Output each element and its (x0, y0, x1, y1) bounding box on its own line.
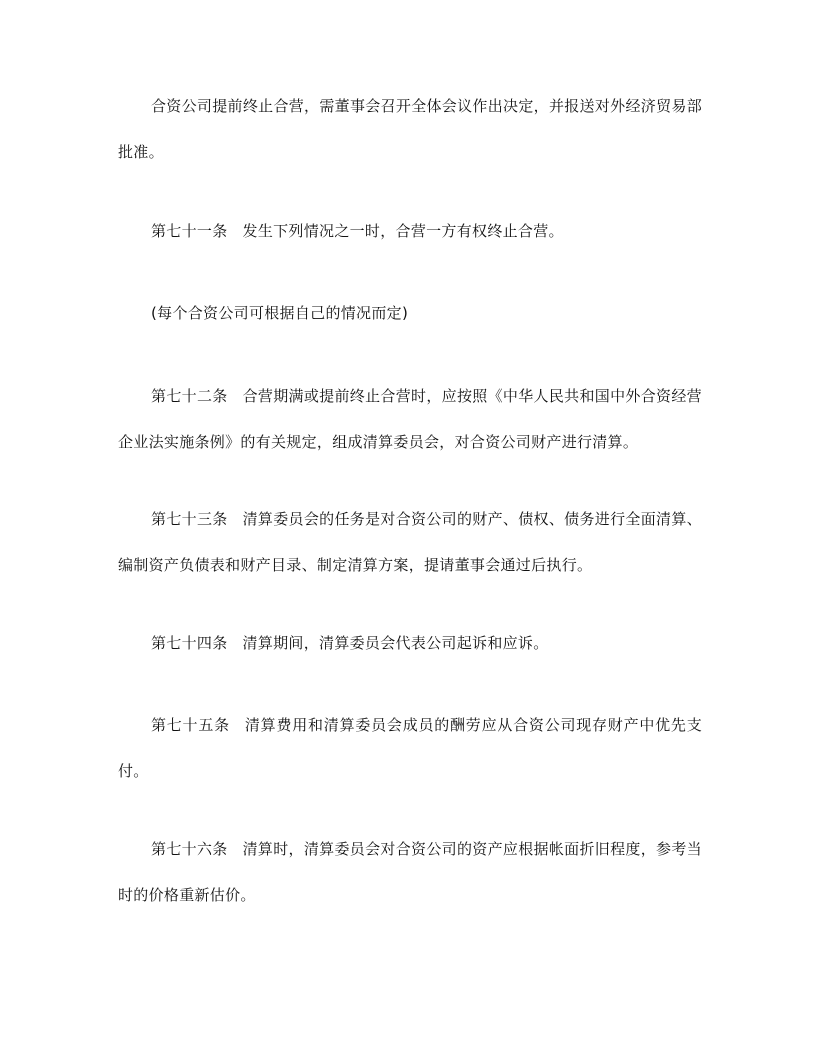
paragraph-text: 清算费用和清算委员会成员的酬劳应从合资公司现存财产中优先支付。 (118, 716, 702, 780)
paragraph-text: 清算委员会的任务是对合资公司的财产、债权、债务进行全面清算、编制资产负债表和财产目录、制定清算方案，提请董事会通过后执行。 (118, 510, 702, 574)
article-number: 第七十二条 (151, 387, 228, 405)
paragraph-text: 清算时，清算委员会对合资公司的资产应根据帐面折旧程度，参考当时的价格重新估价。 (118, 840, 702, 904)
article-number: 第七十一条 (151, 222, 228, 240)
article-72-paragraph (118, 373, 702, 465)
paragraph-text: 发生下列情况之一时，合营一方有权终止合营。 (242, 222, 564, 240)
article-75-paragraph (118, 702, 702, 794)
article-74-paragraph (118, 620, 702, 666)
paragraph-text: 合营期满或提前终止合营时，应按照《中华人民共和国中外合资经营企业法实施条例》的有关规定，组成清算委员会，对合资公司财产进行清算。 (118, 387, 702, 451)
article-71-paragraph (118, 208, 702, 254)
article-76-paragraph (118, 826, 702, 918)
paragraph-text: (每个合资公司可根据自己的情况而定) (151, 304, 409, 322)
paragraph-text: 合资公司提前终止合营，需董事会召开全体会议作出决定，并报送对外经济贸易部批准。 (118, 97, 702, 161)
paragraph-early-termination (118, 83, 702, 175)
paragraph-text: 清算期间，清算委员会代表公司起诉和应诉。 (242, 634, 549, 652)
article-73-paragraph (118, 496, 702, 588)
article-number: 第七十四条 (151, 634, 228, 652)
note-paragraph (118, 290, 702, 336)
article-number: 第七十六条 (151, 840, 228, 858)
article-number: 第七十五条 (151, 716, 230, 734)
article-number: 第七十三条 (151, 510, 228, 528)
